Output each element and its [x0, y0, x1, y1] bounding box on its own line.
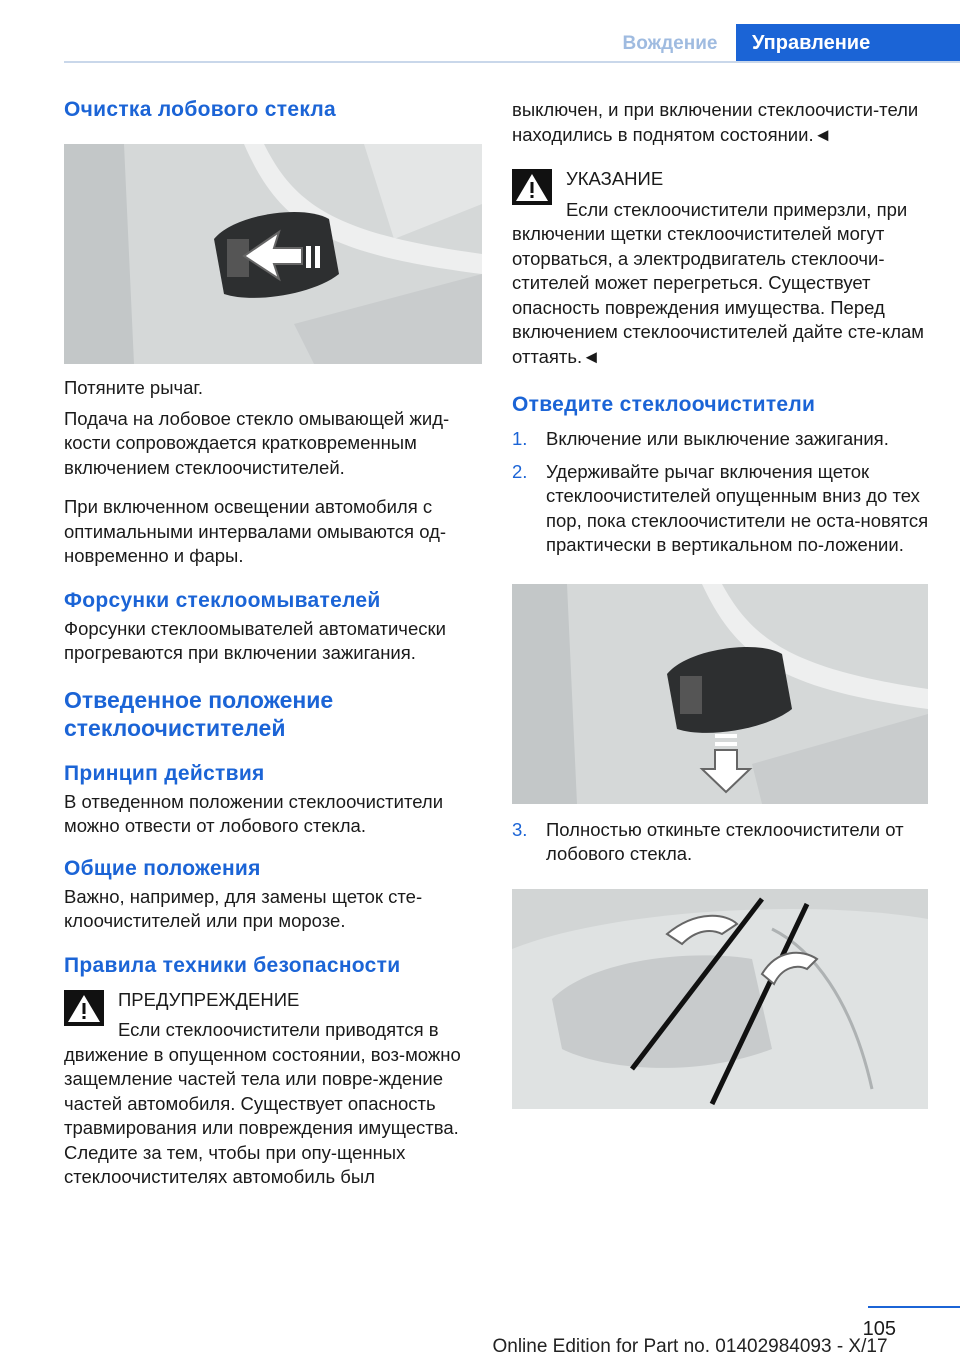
tab-controls[interactable]: Управление: [736, 24, 960, 63]
lever-down-illustration: [512, 584, 928, 804]
heading-clean-windshield: Очистка лобового стекла: [64, 98, 337, 121]
edition-footer: Online Edition for Part no. 01402984093 - X/17: [492, 1336, 888, 1357]
steps-list: [512, 427, 930, 558]
left-column: [64, 96, 482, 1190]
right-column: [512, 96, 930, 1109]
warning-text: Если стеклоочистители приводятся в движение в опущенном состоянии, воз-можно защемление частей тела или повре-ждение частей автомобиля. Существует опасность травмирования или повреждения имущества. Следите за тем, чтобы при опу-щенных стеклоочистителях автомобиль был: [64, 1019, 461, 1187]
figure-lever-down: [512, 584, 928, 804]
step-text: Включение или выключение зажигания.: [546, 428, 889, 449]
wipers-folded-illustration: [512, 889, 928, 1109]
step-text: Полностью откиньте стеклоочистители от лобового стекла.: [546, 818, 904, 864]
list-item: [512, 427, 930, 452]
step-text: Удерживайте рычаг включения щеток стеклоочистителей опущенным вниз до тех пор, пока стеклоочистители не оста-новятся практически в вертикальном по-ложении.: [546, 460, 929, 555]
tab-driving[interactable]: Вождение: [622, 32, 718, 54]
heading-washer-nozzles: Форсунки стеклоомывателей: [64, 588, 381, 612]
heading-principle: Принцип действия: [64, 761, 265, 785]
text-headlight-wash: При включенном освещении автомобиля с оптимальными интервалами омываются од-новременно и фары.: [64, 496, 447, 566]
text-washer-fluid: Подача на лобовое стекло омывающей жид-кости сопровождается кратковременным включением стеклоочистителей.: [64, 407, 450, 478]
figure-lever-pull: [64, 144, 482, 364]
footer-divider: [868, 1306, 960, 1308]
list-item: [512, 818, 930, 867]
text-pull-lever: Потяните рычаг.: [64, 377, 204, 398]
heading-folded-position: Отведенное положение стеклоочистителей: [64, 686, 334, 741]
notice-text: Если стеклоочистители примерзли, при включении щетки стеклоочистителей могут оторваться, а электродвигатель стеклоочи-стителей может перегреться. Существует опасность повреждения имущества. Перед включением стеклоочистителей дайте сте-клам оттаять.◄: [512, 198, 925, 367]
notice-icon: [512, 169, 552, 205]
text-general: Важно, например, для замены щеток сте-клоочистителей или при морозе.: [64, 885, 423, 931]
text-washer-nozzles: Форсунки стеклоомывателей автоматически прогреваются при включении зажигания.: [64, 617, 446, 663]
step-number: 1.: [512, 428, 528, 449]
heading-safety: Правила техники безопасности: [64, 953, 401, 977]
list-item: [512, 460, 930, 558]
heading-general: Общие положения: [64, 856, 261, 880]
page-number: 105: [862, 1318, 896, 1340]
lever-pull-illustration: [64, 144, 482, 364]
warning-box: [64, 988, 482, 1190]
warning-icon: [64, 990, 104, 1026]
notice-title: УКАЗАНИЕ: [566, 168, 664, 189]
text-principle: В отведенном положении стеклоочистители можно отвести от лобового стекла.: [64, 790, 444, 836]
steps-list-continued: [512, 818, 930, 867]
step-number: 3.: [512, 818, 528, 840]
heading-fold-wipers: Отведите стеклоочистители: [512, 393, 816, 416]
step-number: 2.: [512, 460, 528, 482]
text-warning-continued: выключен, и при включении стеклоочисти-тели находились в поднятом состоянии.◄: [512, 99, 919, 145]
header-divider: [64, 61, 960, 63]
figure-wipers-folded: [512, 889, 928, 1109]
warning-title: ПРЕДУПРЕЖДЕНИЕ: [118, 988, 300, 1010]
notice-box: [512, 167, 930, 369]
